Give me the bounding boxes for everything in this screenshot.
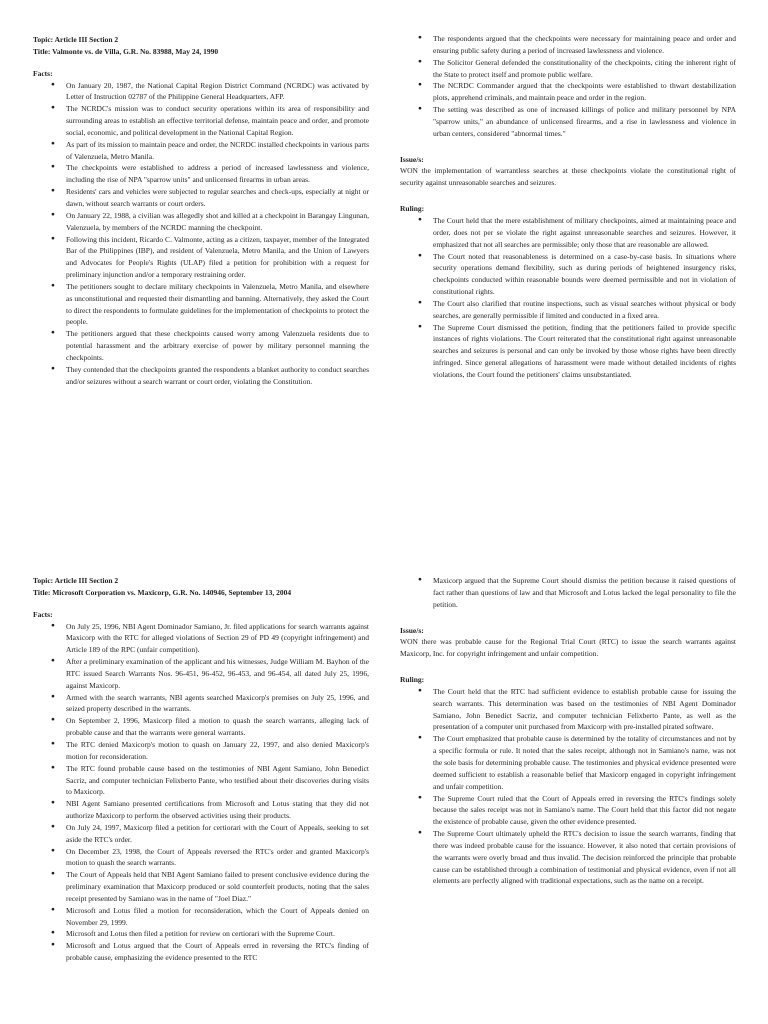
title-heading: Title: Valmonte vs. de Villa, G.R. No. 83988, May 24, 1990 [33, 46, 219, 56]
list-item: ● The petitioners argued that these checkpoints caused worry among Valenzuela residents due to potential harassment and the arbitrary exercise of power by military personnel manning the checkpoints. [33, 328, 369, 364]
list-item: ● The setting was described as one of increased killings of police and military personnel by NPA "sparrow units," an abundance of unlicensed firearms, and a rise in lawlessness and violence in urban centers, considered "abnormal times." [400, 104, 736, 140]
list-item: ● The Supreme Court ruled that the Court of Appeals erred in reversing the RTC's findings solely because the sales receipt was not in Samiano's name. The Court held that this factor did not negate the existence of probable cause, given the other evidence presented. [400, 793, 736, 829]
list-item: ● The Court held that the mere establishment of military checkpoints, aimed at maintaining peace and order, does not per se violate the right against unreasonable searches and seizures. However, it emphasized that not all searches are permissible; only those that are reasonable are allowed. [400, 215, 736, 251]
facts-label: Facts: [33, 609, 53, 619]
list-item: ● On July 24, 1997, Maxicorp filed a petition for certiorari with the Court of Appeals, seeking to set aside the RTC's order. [33, 822, 369, 846]
list-item: ● Residents' cars and vehicles were subjected to regular searches and check-ups, especially at night or dawn, without search warrants or court orders. [33, 186, 369, 210]
list-item: ● On January 20, 1987, the National Capital Region District Command (NCRDC) was activated by Letter of Instruction 02787 of the Philippine General Headquarters, AFP. [33, 80, 369, 104]
ruling-label: Ruling: [400, 204, 425, 214]
list-item: ● The Supreme Court dismissed the petition, finding that the petitioners failed to provide specific instances of rights violations. The Court reiterated that the constitutional right against unreasonable searches and seizures is personal and can only be invoked by those whose rights have been directly infringed. Since general allegations of harassment were made without detailed incidents of rights violations, the Court found the petitioners' claims unsubstantiated. [400, 322, 736, 381]
left-column [33, 34, 369, 387]
list-item: ● The RTC denied Maxicorp's motion to quash on January 22, 1997, and also denied Maxicorp's motion for reconsideration. [33, 739, 369, 763]
issue-text: WON there was probable cause for the Regional Trial Court (RTC) to issue the search warrants against Maxicorp, Inc. for copyright infringement and unfair competition. [400, 637, 736, 659]
list-item: ● The RTC found probable cause based on the testimonies of NBI Agent Samiano, John Benedict Sacriz, and computer technician Felixberto Pante, who testified about their discoveries during visits to Maxicorp. [33, 763, 369, 799]
right-column [400, 33, 736, 381]
list-item: ● On July 25, 1996, NBI Agent Dominador Samiano, Jr. filed applications for search warrants against Maxicorp with the RTC for alleged violations of Section 29 of PD 49 (copyright infringement) and Article 189 of the RPC (unfair competition). [33, 621, 369, 657]
facts-list-continued [400, 33, 736, 140]
topic-heading: Topic: Article III Section 2 [33, 576, 119, 585]
issue-label: Issue/s: [400, 625, 424, 635]
list-item: ● Armed with the search warrants, NBI agents searched Maxicorp's premises on July 25, 1996, and seized property described in the warrants. [33, 692, 369, 716]
list-item: ● The respondents argued that the checkpoints were necessary for maintaining peace and order and ensuring public safety during a period of increased lawlessness and violence. [400, 33, 736, 57]
list-item: ● As part of its mission to maintain peace and order, the NCRDC installed checkpoints in various parts of Valenzuela, Metro Manila. [33, 139, 369, 163]
left-column [33, 575, 369, 964]
ruling-list [400, 215, 736, 381]
ruling-label: Ruling: [400, 675, 425, 685]
list-item: ● Following this incident, Ricardo C. Valmonte, acting as a citizen, taxpayer, member of the Integrated Bar of the Philippines (IBP), and resident of Valenzuela, Metro Manila, and the Union of Lawyers and Advocates for People's Rights (ULAP) filed a petition for prohibition with a request for preliminary injunction and/or a temporary restraining order. [33, 234, 369, 281]
list-item: ● The Court of Appeals held that NBI Agent Samiano failed to present conclusive evidence during the preliminary examination that Maxicorp produced or sold counterfeit products, noting that the sales receipt presented by Samiano was in the name of "Joel Diaz." [33, 869, 369, 905]
list-item: ● They contended that the checkpoints granted the respondents a blanket authority to conduct searches and/or seizures without a search warrant or court order, violating the Constitution. [33, 364, 369, 388]
list-item: ● On December 23, 1998, the Court of Appeals reversed the RTC's order and granted Maxicorp's motion to quash the search warrants. [33, 846, 369, 870]
list-item: ● Microsoft and Lotus filed a motion for reconsideration, which the Court of Appeals denied on November 29, 1999. [33, 905, 369, 929]
list-item: ● The Supreme Court ultimately upheld the RTC's decision to issue the search warrants, finding that there was indeed probable cause for the issuance. However, it also noted that certain provisions of the warrants were overly broad and thus invalid. The decision reinforced the principle that probable cause can be established through a combination of testimonial and physical evidence, even if not all elements are perfectly aligned with traditional expectations, such as the name on a receipt. [400, 828, 736, 887]
list-item: ● On January 22, 1988, a civilian was allegedly shot and killed at a checkpoint in Barangay Lingunan, Valenzuela, by members of the NCRDC manning the checkpoint. [33, 210, 369, 234]
list-item: ● On September 2, 1996, Maxicorp filed a motion to quash the search warrants, alleging lack of probable cause and that the warrants were general warrants. [33, 715, 369, 739]
right-column [400, 575, 736, 887]
facts-list [33, 621, 369, 964]
list-item: ● Microsoft and Lotus then filed a petition for review on certiorari with the Supreme Court. [33, 928, 369, 940]
list-item: ● Microsoft and Lotus argued that the Court of Appeals erred in reversing the RTC's finding of probable cause, emphasizing the evidence presented to the RTC [33, 940, 369, 964]
ruling-list [400, 686, 736, 887]
topic-heading: Topic: Article III Section 2 [33, 35, 119, 44]
list-item: ● The checkpoints were established to address a period of increased lawlessness and violence, including the rise of NPA "sparrow units" and unlicensed firearms in urban areas. [33, 162, 369, 186]
list-item: ● Maxicorp argued that the Supreme Court should dismiss the petition because it raised questions of fact rather than questions of law and that Microsoft and Lotus lacked the legal personality to file the petition. [400, 575, 736, 611]
facts-list-continued [400, 575, 736, 611]
issue-text: WON the implementation of warrantless searches at these checkpoints violate the constitutional right of security against unreasonable searches and seizures. [400, 166, 736, 188]
list-item: ● The NCRDC's mission was to conduct security operations within its area of responsibility and surrounding areas to establish an effective territorial defense, maintain peace and order, and promote social, economic, and political development in the National Capital Region. [33, 103, 369, 139]
list-item: ● The Court also clarified that routine inspections, such as visual searches without physical or body searches, are generally permissible if limited and conducted in a fixed area. [400, 298, 736, 322]
facts-list [33, 80, 369, 388]
list-item: ● The Court emphasized that probable cause is determined by the totality of circumstances and not by a specific formula or rule. It noted that the sales receipt, although not in Samiano's name, was not the sole basis for determining probable cause. The testimonies and physical evidence presented were deemed sufficient to establish a reasonable belief that Maxicorp engaged in copyright infringement and unfair competition. [400, 733, 736, 792]
list-item: ● After a preliminary examination of the applicant and his witnesses, Judge William M. Bayhon of the RTC issued Search Warrants Nos. 96-451, 96-452, 96-453, and 96-454, all dated July 25, 1996, against Maxicorp. [33, 656, 369, 692]
list-item: ● The petitioners sought to declare military checkpoints in Valenzuela, Metro Manila, and elsewhere as unconstitutional and requested their dismantling and banning. Alternatively, they asked the Court to direct the respondents to formulate guidelines for the implementation of checkpoints to protect the people. [33, 281, 369, 328]
list-item: ● The NCRDC Commander argued that the checkpoints were established to thwart destabilization plots, apprehend criminals, and maintain peace and order in the region. [400, 80, 736, 104]
list-item: ● NBI Agent Samiano presented certifications from Microsoft and Lotus stating that they did not authorize Maxicorp to perform the observed activities using their products. [33, 798, 369, 822]
title-heading: Title: Microsoft Corporation vs. Maxicorp, G.R. No. 140946, September 13, 2004 [33, 587, 292, 597]
facts-label: Facts: [33, 68, 53, 78]
issue-label: Issue/s: [400, 154, 424, 164]
list-item: ● The Court held that the RTC had sufficient evidence to establish probable cause for issuing the search warrants. This determination was based on the testimonies of NBI Agent Dominador Samiano, John Benedict Sacriz, and computer technician Felixberto Pante, as well as the presentation of a computer unit purchased from Maxicorp with pre-installed pirated software. [400, 686, 736, 733]
list-item: ● The Solicitor General defended the constitutionality of the checkpoints, citing the inherent right of the State to protect itself and promote public welfare. [400, 57, 736, 81]
list-item: ● The Court noted that reasonableness is determined on a case-by-case basis. In situations where security operations demand flexibility, such as during periods of heightened insurgency risks, checkpoints conducted within reasonable bounds were deemed permissible and not in violation of constitutional rights. [400, 251, 736, 298]
case-digest-page-2 [0, 512, 768, 1024]
